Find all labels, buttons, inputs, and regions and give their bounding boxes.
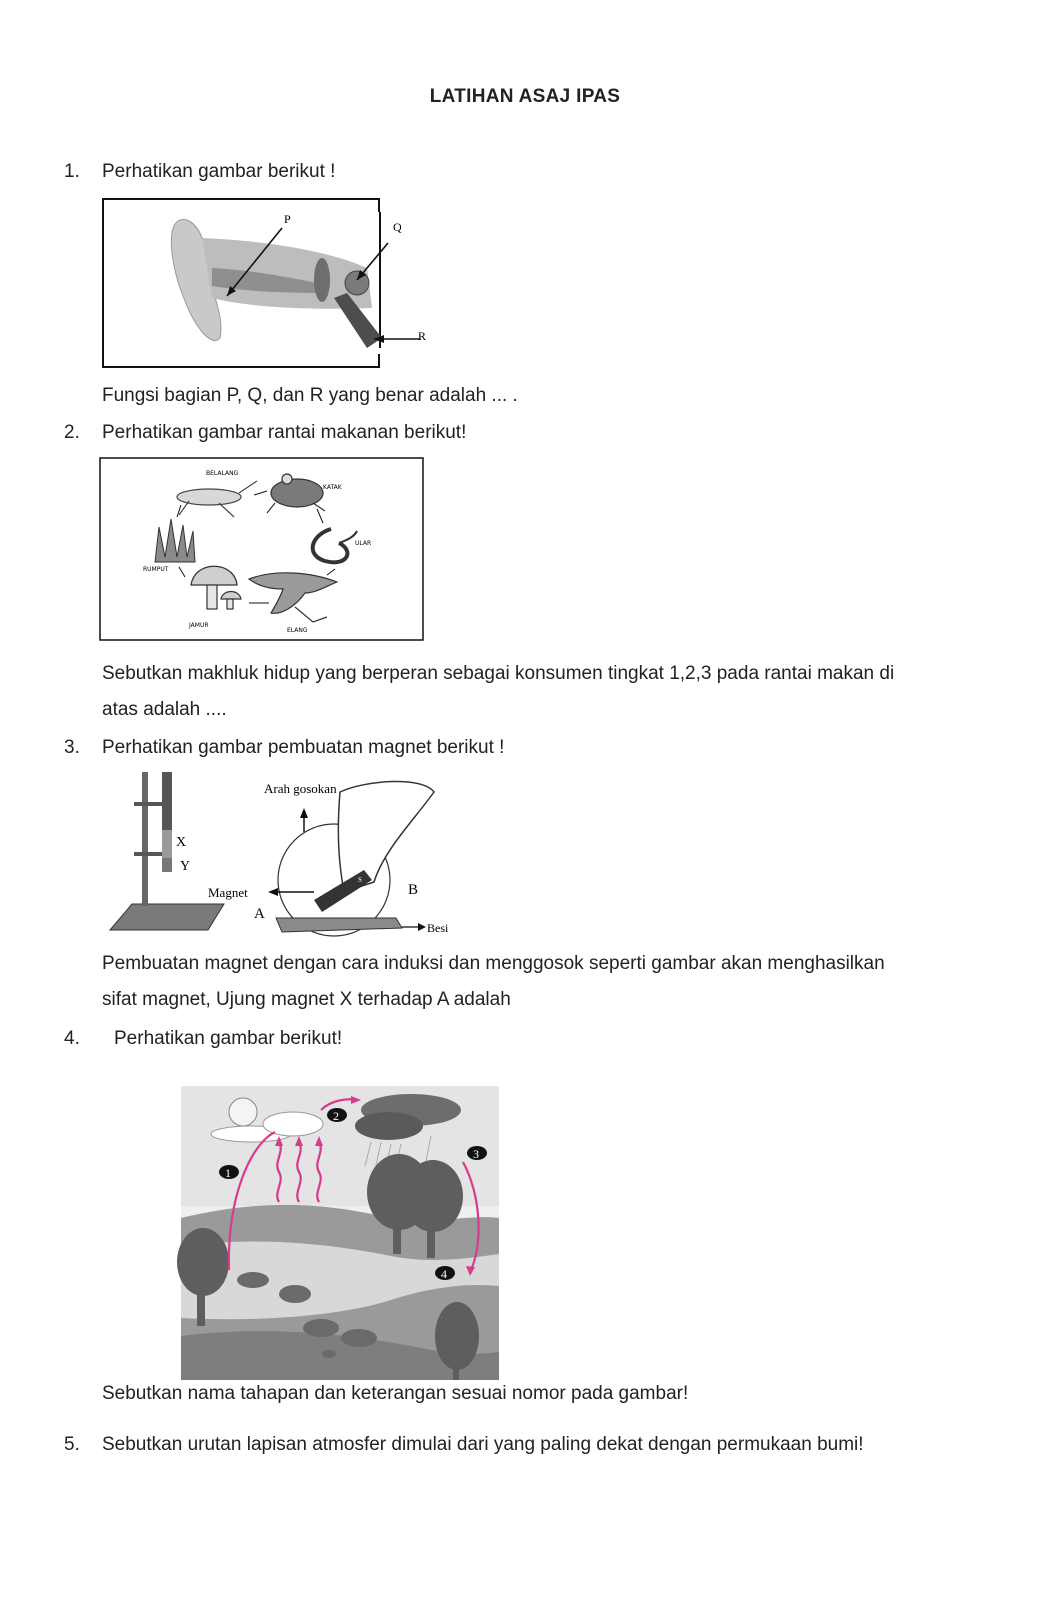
label-jamur: JAMUR: [189, 622, 209, 629]
question-3-number: 3.: [64, 737, 80, 758]
label-b: B: [408, 882, 419, 898]
question-4-text: Sebutkan nama tahapan dan keterangan sesuai nomor pada gambar!: [102, 1383, 689, 1404]
question-1-number: 1.: [64, 161, 80, 182]
magnet-stand-drawing: [110, 772, 224, 930]
marker-1: 1: [225, 1166, 231, 1180]
question-4-prompt: Perhatikan gambar berikut!: [114, 1028, 343, 1049]
label-r: R: [418, 329, 427, 343]
question-2-prompt: Perhatikan gambar rantai makanan berikut!: [102, 422, 467, 443]
magnet-making-figure: [104, 770, 464, 946]
label-x: X: [176, 835, 187, 850]
label-elang: ELANG: [287, 627, 308, 634]
marker-2: 2: [333, 1109, 339, 1123]
question-5-number: 5.: [64, 1434, 80, 1455]
label-a: A: [254, 906, 265, 922]
question-1-text: Fungsi bagian P, Q, dan R yang benar adalah ... .: [102, 385, 518, 406]
label-q: Q: [393, 220, 402, 234]
marker-3: 3: [473, 1147, 479, 1161]
hand-drawing: [338, 781, 434, 892]
question-5-prompt: Sebutkan urutan lapisan atmosfer dimulai dari yang paling dekat dengan permukaan bumi!: [102, 1434, 864, 1455]
label-u: U: [310, 902, 316, 910]
label-rumput: RUMPUT: [143, 566, 169, 573]
label-p: P: [284, 212, 291, 226]
label-belalang: BELALANG: [206, 470, 239, 477]
question-4-number: 4.: [64, 1028, 80, 1049]
question-2-line-2: atas adalah ....: [102, 699, 227, 720]
label-s: S: [358, 876, 362, 884]
label-magnet: Magnet: [208, 885, 248, 900]
question-3-line-2: sifat magnet, Ujung magnet X terhadap A adalah: [102, 989, 511, 1010]
label-arah-gosokan: Arah gosokan: [264, 781, 337, 796]
question-2-line-1: Sebutkan makhluk hidup yang berperan sebagai konsumen tingkat 1,2,3 pada rantai makan di: [102, 663, 895, 684]
question-2-number: 2.: [64, 422, 80, 443]
label-besi: Besi: [427, 921, 449, 935]
eardrum: [314, 258, 330, 302]
label-y: Y: [180, 859, 191, 874]
question-3-line-1: Pembuatan magnet dengan cara induksi dan menggosok seperti gambar akan menghasilkan: [102, 953, 885, 974]
page-title: LATIHAN ASAJ IPAS: [429, 86, 621, 107]
marker-4: 4: [441, 1267, 447, 1281]
water-cycle-figure: [181, 1086, 499, 1380]
ear-anatomy-figure: [102, 198, 427, 370]
label-katak: KATAK: [323, 484, 342, 491]
question-1-prompt: Perhatikan gambar berikut !: [102, 161, 336, 182]
food-chain-figure: [99, 457, 425, 642]
question-3-prompt: Perhatikan gambar pembuatan magnet berikut !: [102, 737, 505, 758]
iron-bar: [276, 918, 402, 932]
label-ular: ULAR: [355, 540, 372, 547]
sun-drawing: [229, 1098, 257, 1126]
figure-frame: [100, 458, 423, 640]
